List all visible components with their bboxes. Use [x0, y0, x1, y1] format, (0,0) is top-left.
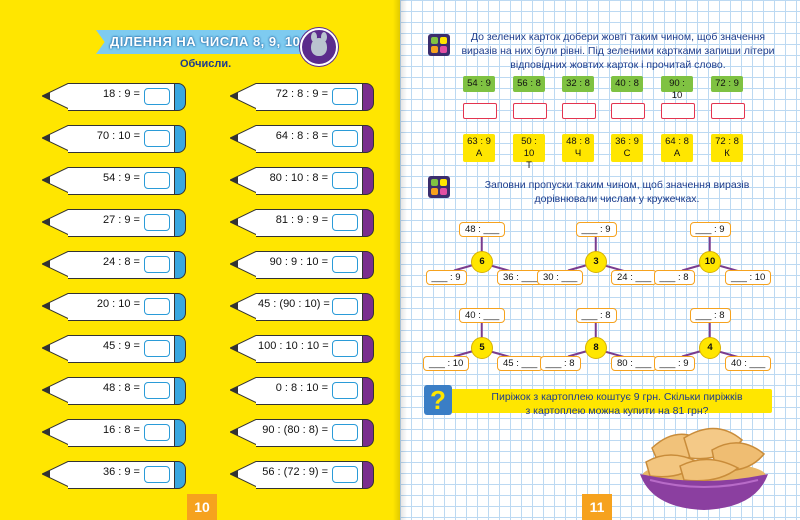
pencil-eraser	[362, 293, 374, 321]
exercise-expression: 45 : 9 =	[102, 340, 140, 352]
exercise-expression: 18 : 9 =	[102, 88, 140, 100]
answer-box[interactable]	[144, 298, 170, 315]
expression-box[interactable]: ___ : 10	[423, 356, 469, 371]
exercise-pencil	[42, 167, 188, 195]
task1-line1: До зелених карток добери жовті таким чином, щоб значення	[470, 31, 766, 43]
yellow-card-expression: 48 : 8	[566, 136, 590, 147]
answer-box[interactable]	[144, 256, 170, 273]
exercise-pencil	[42, 377, 188, 405]
pencil-tip-icon	[42, 461, 70, 489]
answer-box[interactable]	[144, 424, 170, 441]
yellow-card	[513, 134, 545, 171]
exercise-pencil	[42, 335, 188, 363]
pencil-eraser	[362, 419, 374, 447]
green-card: 54 : 9	[463, 76, 495, 92]
exercise-expression: 48 : 8 =	[102, 382, 140, 394]
pencil-tip-icon	[230, 167, 258, 195]
yellow-card-letter: К	[724, 148, 730, 159]
yellow-card	[711, 134, 743, 162]
yellow-card-letter: Ч	[574, 148, 582, 159]
pencil-eraser	[174, 335, 186, 363]
green-card: 56 : 8	[513, 76, 545, 92]
title-banner	[96, 26, 302, 70]
yellow-card	[562, 134, 594, 162]
yellow-card-expression: 36 : 9	[615, 136, 639, 147]
pencil-tip-icon	[42, 125, 70, 153]
task1-line3: відповідних жовтих карток і прочитай слово.	[510, 59, 726, 71]
rabbit-mascot-icon	[300, 28, 338, 66]
word-problem	[462, 390, 772, 418]
letter-answer-box[interactable]	[711, 103, 745, 119]
expression-box[interactable]: 36 : ___	[497, 270, 543, 285]
instruction-text: Обчисли.	[180, 58, 232, 70]
puzzle-piece-icon	[431, 179, 438, 186]
book-binding	[393, 0, 407, 520]
green-card: 90 : 10	[661, 76, 693, 92]
pencil-eraser	[362, 335, 374, 363]
puzzle-piece-icon	[440, 188, 447, 195]
target-number-circle: 4	[699, 337, 721, 359]
exercise-pencil	[42, 461, 188, 489]
exercise-expression: 0 : 8 : 10 =	[275, 382, 328, 394]
pies-bowl-icon	[638, 418, 770, 514]
puzzle-piece-icon	[431, 188, 438, 195]
pencil-tip-icon	[42, 419, 70, 447]
target-number-circle: 5	[471, 337, 493, 359]
yellow-card	[661, 134, 693, 162]
pencil-tip-icon	[42, 377, 70, 405]
pencil-eraser	[174, 83, 186, 111]
exercise-expression: 90 : (80 : 8) =	[262, 424, 328, 436]
target-number-circle: 6	[471, 251, 493, 273]
pencil-tip-icon	[230, 461, 258, 489]
expression-box[interactable]: ___ : 8	[690, 308, 731, 323]
exercise-expression: 27 : 9 =	[102, 214, 140, 226]
pencil-tip-icon	[42, 251, 70, 279]
yellow-card-expression: 72 : 8	[715, 136, 739, 147]
letter-answer-box[interactable]	[611, 103, 645, 119]
pencil-eraser	[362, 251, 374, 279]
yellow-card-expression: 50 : 10	[521, 136, 537, 159]
page-number-right: 11	[582, 494, 612, 520]
exercise-pencil	[42, 419, 188, 447]
puzzle-piece-icon	[431, 37, 438, 44]
expression-box[interactable]: ___ : 9	[690, 222, 731, 237]
puzzle-piece-icon	[440, 179, 447, 186]
exercise-pencil	[42, 209, 188, 237]
pencil-tip-icon	[42, 335, 70, 363]
exercise-pencil	[230, 125, 376, 153]
expression-box[interactable]: 30 : ___	[537, 270, 583, 285]
yellow-card-letter: С	[623, 148, 631, 159]
word-problem-line1: Пиріжок з картоплею коштує 9 грн. Скільки пиріжків	[491, 391, 743, 403]
task2-line1: Заповни пропуски таким чином, щоб значення виразів	[484, 179, 750, 191]
answer-box[interactable]	[332, 424, 358, 441]
exercise-expression: 45 : (90 : 10) =	[258, 298, 330, 310]
word-problem-line2: з картоплею можна купити на 81 грн?	[525, 405, 709, 417]
expression-box[interactable]: ___ : 8	[654, 270, 695, 285]
exercise-expression: 90 : 9 : 10 =	[269, 256, 328, 268]
exercise-expression: 70 : 10 =	[96, 130, 140, 142]
pencil-tip-icon	[42, 83, 70, 111]
exercise-expression: 64 : 8 : 8 =	[275, 130, 328, 142]
expression-box[interactable]: ___ : 9	[576, 222, 617, 237]
exercise-pencil	[230, 83, 376, 111]
pencil-eraser	[362, 209, 374, 237]
target-number-circle: 3	[585, 251, 607, 273]
answer-box[interactable]	[144, 172, 170, 189]
exercise-pencil	[230, 419, 376, 447]
expression-box[interactable]: ___ : 8	[540, 356, 581, 371]
expression-box[interactable]: ___ : 9	[426, 270, 467, 285]
exercise-pencil	[230, 335, 376, 363]
answer-box[interactable]	[332, 382, 358, 399]
page-title: ДІЛЕННЯ НА ЧИСЛА 8, 9, 10	[110, 34, 301, 49]
pencil-eraser	[174, 419, 186, 447]
green-card: 40 : 8	[611, 76, 643, 92]
puzzle-piece-icon	[431, 46, 438, 53]
answer-box[interactable]	[332, 88, 358, 105]
answer-box[interactable]	[144, 88, 170, 105]
pencil-eraser	[362, 167, 374, 195]
pencil-tip-icon	[230, 83, 258, 111]
target-number-circle: 8	[585, 337, 607, 359]
exercise-expression: 56 : (72 : 9) =	[262, 466, 328, 478]
expression-box[interactable]: 24 : ___	[611, 270, 657, 285]
pencil-tip-icon	[230, 377, 258, 405]
pencil-eraser	[362, 83, 374, 111]
task2-instructions	[462, 178, 772, 206]
exercise-pencil	[42, 293, 188, 321]
pencil-eraser	[174, 167, 186, 195]
expression-box[interactable]: 48 : ___	[459, 222, 505, 237]
expression-box[interactable]: 45 : ___	[497, 356, 543, 371]
letter-answer-box[interactable]	[661, 103, 695, 119]
exercise-expression: 36 : 9 =	[102, 466, 140, 478]
exercise-expression: 54 : 9 =	[102, 172, 140, 184]
exercise-pencil	[42, 251, 188, 279]
pencil-eraser	[174, 125, 186, 153]
exercise-expression: 81 : 9 : 9 =	[275, 214, 328, 226]
exercise-pencil	[230, 167, 376, 195]
pencil-eraser	[174, 293, 186, 321]
exercise-pencil	[230, 377, 376, 405]
pencil-eraser	[174, 461, 186, 489]
puzzle-icon	[428, 176, 450, 198]
expression-box[interactable]: ___ : 10	[725, 270, 771, 285]
pencil-tip-icon	[230, 125, 258, 153]
exercise-pencil	[230, 293, 376, 321]
question-icon: ?	[424, 385, 452, 415]
answer-box[interactable]	[144, 130, 170, 147]
pencil-tip-icon	[230, 293, 258, 321]
pencil-eraser	[174, 251, 186, 279]
pencil-tip-icon	[42, 209, 70, 237]
pencil-eraser	[362, 377, 374, 405]
pencil-eraser	[174, 209, 186, 237]
letter-answer-box[interactable]	[562, 103, 596, 119]
answer-box[interactable]	[144, 340, 170, 357]
exercise-pencil	[230, 209, 376, 237]
answer-box[interactable]	[144, 466, 170, 483]
letter-answer-box[interactable]	[463, 103, 497, 119]
pencil-tip-icon	[42, 293, 70, 321]
answer-box[interactable]	[332, 298, 358, 315]
expression-box[interactable]: 40 : ___	[459, 308, 505, 323]
pencil-eraser	[174, 377, 186, 405]
pencil-eraser	[362, 461, 374, 489]
exercise-expression: 16 : 8 =	[102, 424, 140, 436]
yellow-card	[611, 134, 643, 162]
answer-box[interactable]	[332, 214, 358, 231]
exercise-pencil	[42, 83, 188, 111]
answer-box[interactable]	[144, 214, 170, 231]
expression-box[interactable]: 40 : ___	[725, 356, 771, 371]
answer-box[interactable]	[332, 340, 358, 357]
yellow-card	[463, 134, 495, 162]
pencil-tip-icon	[230, 419, 258, 447]
pencil-tip-icon	[42, 167, 70, 195]
answer-box[interactable]	[332, 256, 358, 273]
puzzle-icon	[428, 34, 450, 56]
target-number-circle: 10	[699, 251, 721, 273]
pencil-eraser	[362, 125, 374, 153]
green-card: 72 : 9	[711, 76, 743, 92]
answer-box[interactable]	[332, 130, 358, 147]
yellow-card-expression: 64 : 8	[665, 136, 689, 147]
green-card: 32 : 8	[562, 76, 594, 92]
task2-line2: дорівнювали числам у кружечках.	[534, 193, 700, 205]
task1-line2: виразів на них були рівні. Під зеленими картками запиши літери	[461, 45, 775, 57]
puzzle-piece-icon	[440, 37, 447, 44]
page-number-left: 10	[187, 494, 217, 520]
expression-box[interactable]: ___ : 8	[576, 308, 617, 323]
letter-answer-box[interactable]	[513, 103, 547, 119]
yellow-card-letter: Т	[526, 160, 532, 171]
exercise-expression: 100 : 10 : 10 =	[258, 340, 329, 352]
expression-box[interactable]: ___ : 9	[654, 356, 695, 371]
pencil-tip-icon	[230, 251, 258, 279]
exercise-expression: 24 : 8 =	[102, 256, 140, 268]
exercise-expression: 20 : 10 =	[96, 298, 140, 310]
yellow-card-letter: А	[673, 148, 681, 159]
yellow-card-expression: 63 : 9	[467, 136, 491, 147]
exercise-pencil	[230, 461, 376, 489]
puzzle-piece-icon	[440, 46, 447, 53]
expression-box[interactable]: 80 : ___	[611, 356, 657, 371]
yellow-card-letter: А	[475, 148, 483, 159]
exercise-expression: 72 : 8 : 9 =	[275, 88, 328, 100]
pencil-tip-icon	[230, 209, 258, 237]
exercise-pencil	[42, 125, 188, 153]
answer-box[interactable]	[332, 466, 358, 483]
pencil-tip-icon	[230, 335, 258, 363]
exercise-pencil	[230, 251, 376, 279]
answer-box[interactable]	[144, 382, 170, 399]
task1-instructions	[458, 30, 778, 72]
exercise-expression: 80 : 10 : 8 =	[269, 172, 328, 184]
mascot-face	[311, 38, 327, 56]
answer-box[interactable]	[332, 172, 358, 189]
